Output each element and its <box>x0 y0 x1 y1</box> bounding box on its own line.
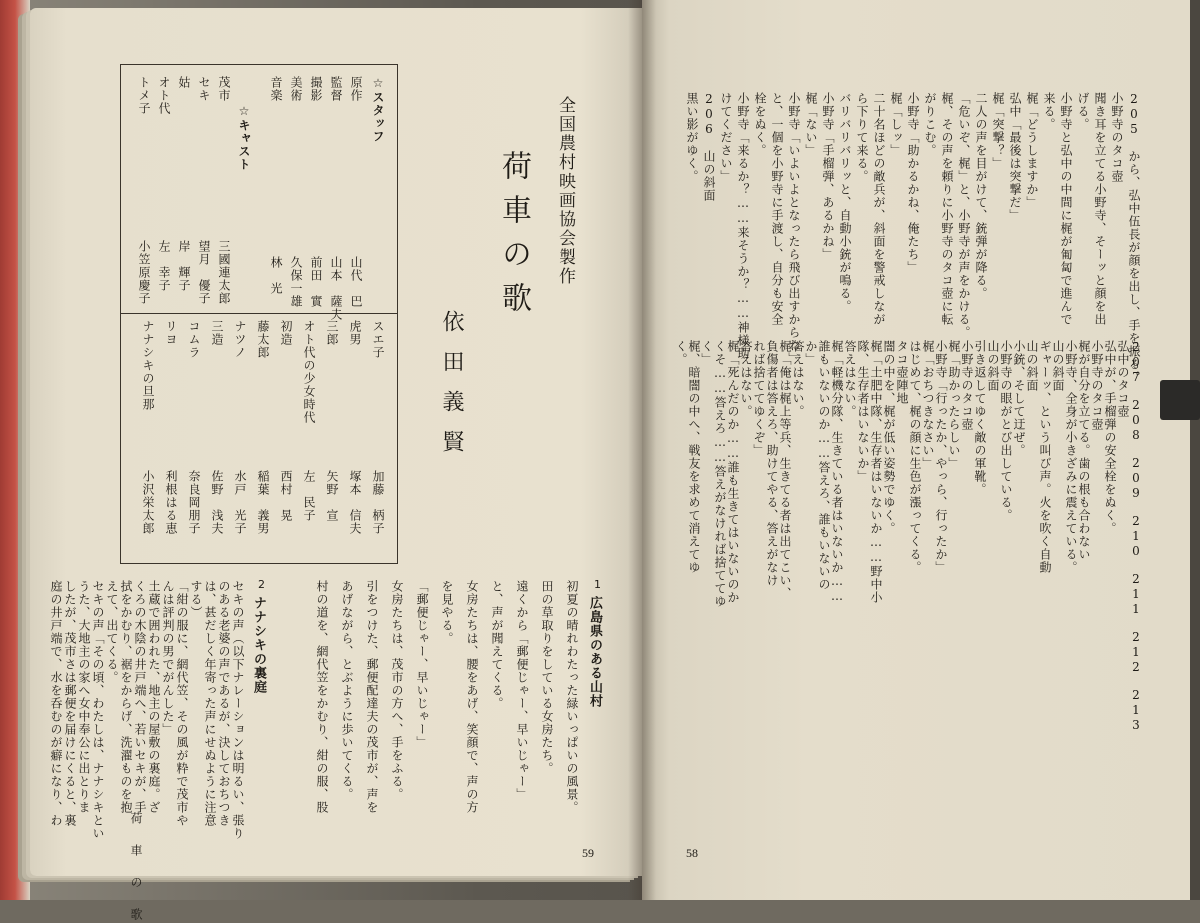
cast-name: 塚本 信夫 <box>348 470 362 535</box>
right-text-line: 弘中が、手榴弾の安全栓をぬく。 <box>1103 340 1117 535</box>
right-text-line: れば捨ててゆくぞ」 <box>752 340 766 457</box>
cast-heading: ☆キャスト <box>237 104 251 171</box>
right-text-line: 梶「しッ」 <box>889 92 903 157</box>
scene2-line: セキの声「その頃、わたしは、ナナシキとい <box>91 580 105 840</box>
right-text-line: か」 <box>804 340 818 366</box>
scene2-line: は、甚だしく年寄った声にせぬように注意 <box>203 580 217 827</box>
right-text-line: 山の斜面 <box>1051 340 1065 392</box>
scene1-line: を見やる。 <box>440 580 454 645</box>
right-text-line: 206 山の斜面 <box>702 92 716 202</box>
cast-name: 三國連太郎 <box>217 240 231 305</box>
cast-name: 岸 輝子 <box>177 240 191 292</box>
right-text-line: 弘中のタコ壺 <box>1116 340 1130 418</box>
right-text-line: 小野寺「助かるかね、俺たち」 <box>906 92 920 274</box>
cast-name: 西村 晃 <box>279 470 293 522</box>
red-book-edge <box>0 0 30 900</box>
scene1-line: 田の草取りをしている女房たち。 <box>540 580 554 775</box>
scene2-heading: ナナシキの裏庭 <box>251 596 266 694</box>
right-text-line: 小野寺、全身が小きざみに震えている。 <box>1064 340 1078 574</box>
cast-role: 三郎 <box>325 320 339 346</box>
cast-name: 利根はる恵 <box>164 470 178 535</box>
right-text-line: 闇の中を、梶が低い姿勢でゆく。 <box>882 340 896 535</box>
right-text-line: 梶「土肥中隊、生存者はいないか……野中小 <box>869 340 883 604</box>
scene1-heading: 広島県のある山村 <box>587 596 602 708</box>
right-text-line: はじめて、梶の顔に生色が漲ってくる。 <box>908 340 922 574</box>
scene1-line: 遠くから「郵便じゃー、早いじゃー」 <box>515 580 529 801</box>
right-text-line: 梶「ない」 <box>804 92 818 157</box>
scene1-line: 「郵便じゃー、早いじゃー」 <box>415 580 429 749</box>
right-text-line: げる。 <box>1076 92 1090 131</box>
right-text-line: タコ壺陣地 <box>895 340 909 405</box>
right-text-line: く」 <box>700 340 714 366</box>
credits-divider <box>121 313 397 314</box>
cast-role: 茂市 <box>217 76 231 102</box>
cast-role: 姑 <box>177 76 191 89</box>
right-text-line: 梶が自分を立てる。歯の根も合わない <box>1077 340 1091 561</box>
right-text-line: 誰もいないのか……答えろ、誰もいないの <box>817 340 831 591</box>
scene2-line: 土蔵で囲われた、地主の屋敷の裏庭。ざ <box>147 580 161 814</box>
staff-name: 山代 巴 <box>349 256 363 308</box>
binder-clip <box>1160 380 1200 420</box>
screenplay-author: 依田義賢 <box>439 310 464 470</box>
scene2-line: えて、出てくる。 <box>105 580 119 684</box>
scene2-line: くろの木陰の井戸端へ、若いセキが、手 <box>133 580 147 814</box>
right-text-line: 聞き耳を立てる小野寺、そーッと顔を出 <box>1093 92 1107 326</box>
scene1-line: 引をつけた、郵便配達夫の茂市が、声を <box>365 580 379 814</box>
right-text-line: 小野寺「いよいよとなったら飛び出すからね」 <box>787 92 801 365</box>
scene2-line: したが、茂市さは郵便を届けにくると、裏 <box>63 580 77 827</box>
staff-role: 音楽 <box>269 76 283 102</box>
right-text-line: 山の斜面 <box>986 340 1000 392</box>
right-text-line: 梶、暗闇の中へ、戦友を求めて消えてゆ <box>687 340 701 574</box>
staff-name: 前田 實 <box>309 256 323 308</box>
scene2-number: 2 <box>255 578 268 592</box>
scene2-line: する） <box>189 580 203 619</box>
cast-role: コムラ <box>187 320 201 359</box>
right-text-line: 小野寺「行ったか、やっら、行ったか」 <box>934 340 948 574</box>
right-text-line: 負傷者は答えろ、助けてやる、答えがなけ <box>765 340 779 587</box>
right-text-line: 山の斜面 <box>1025 340 1039 392</box>
right-text-line: く。 <box>674 340 688 366</box>
scene2-line: うた、大地主の家へ女中奉公に出とりま <box>77 580 91 814</box>
right-text-line: 小野寺「来るか？……来そうか？……神様助 <box>736 92 750 360</box>
right-text-line: 梶「軽機分隊、生きている者はいないか…… <box>830 340 844 604</box>
running-head: 荷 車 の 歌 <box>129 812 143 923</box>
scene1-number: 1 <box>591 578 604 592</box>
right-text-line: 梶、その声を頼りに小野寺のタコ壺に転 <box>940 92 954 326</box>
right-text-line: バリバリバリッと、自動小銃が鳴る。 <box>838 92 852 313</box>
book-gutter <box>628 0 656 900</box>
scene2-line: んは評判の男でがんした」 <box>161 580 175 736</box>
right-text-line: くそ……答えろ……答えがなければ捨ててゆ <box>713 340 727 608</box>
right-text-line: 梶「おちつきなさい」 <box>921 340 935 470</box>
cast-name: 加藤 柄子 <box>371 470 385 535</box>
right-text-line: と、一個を小野寺に手渡し、自分も安全 <box>770 92 784 326</box>
right-text-line: 黒い影がゆく。 <box>685 92 699 183</box>
producer-credit: 全国農村映画協会製作 <box>555 96 575 286</box>
cast-name: 奈良岡朋子 <box>187 470 201 535</box>
scene2-line: のある老婆の声であるが、決しておちつき <box>217 580 231 827</box>
scene2-line: 「紺の服に、網代笠、その風が粋で茂市や <box>175 580 189 827</box>
cast-name: 稲葉 義男 <box>256 470 270 535</box>
right-text-line: 答えはない。 <box>843 340 857 418</box>
scene2-line: 拭をかむり、裾をからげ、洗濯ものを抱 <box>119 580 133 814</box>
scene1-line: 女房たちは、茂市の方へ、手をふる。 <box>390 580 404 801</box>
scene1-line: と、声が聞えてくる。 <box>490 580 504 710</box>
scene1-line: 村の道を、網代笠をかむり、紺の服、股 <box>315 580 329 814</box>
right-text-line: 弘中「最後は突撃だ」 <box>1008 92 1022 222</box>
staff-name: 山本 薩夫 <box>329 256 343 321</box>
right-text-line: 引き返してゆく敵の軍靴。 <box>973 340 987 496</box>
right-text-line: 小野寺のタコ壺 <box>960 340 974 431</box>
right-text-line: 梶「どうしますか」 <box>1025 92 1039 209</box>
right-text-line: 「危いぞ、梶」と、小野寺が声をかける。 <box>957 92 971 339</box>
right-text-line: 梶「俺は梶上等兵、生きてる者は出てこい、 <box>778 340 792 600</box>
staff-role: 撮影 <box>309 76 323 102</box>
right-text-line: けてください」 <box>719 92 733 183</box>
cast-role: 初造 <box>279 320 293 346</box>
right-text-line: 小銃、そして迂ぜ。 <box>1012 340 1026 457</box>
cast-role: 三造 <box>210 320 224 346</box>
cast-role: スエ子 <box>371 320 385 359</box>
cast-role: セキ <box>197 76 211 102</box>
right-text-line: 205 から、弘中伍長が顔を出し、手を振る。 <box>1127 92 1141 384</box>
cast-name: 左 幸子 <box>157 240 171 292</box>
right-text-line: 小野寺のタコ壺 <box>1090 340 1104 431</box>
cast-role: 藤太郎 <box>256 320 270 359</box>
cast-role: ナナシキの旦那 <box>141 320 155 411</box>
cast-name: 左 民子 <box>302 470 316 522</box>
cast-name: 小沢栄太郎 <box>141 470 155 535</box>
cast-role: 虎男 <box>348 320 362 346</box>
cast-role: オト代 <box>157 76 171 115</box>
right-text-line: 二十名ほどの敵兵が、斜面を警戒しなが <box>872 92 886 326</box>
right-text-line: 小野寺と弘中の中間に梶が匍匐で進んで <box>1059 92 1073 326</box>
staff-heading: ☆スタッフ <box>371 76 385 143</box>
right-text-line: 答えはない。 <box>739 340 753 418</box>
right-text-line: がりこむ。 <box>923 92 937 157</box>
right-text-line: 梶「死んだのか……誰も生きてはいないのか <box>726 340 740 604</box>
scene2-line: 庭の井戸端で、水を呑むのが癖になり、わ <box>49 580 63 827</box>
cast-role: ナツノ <box>233 320 247 359</box>
staff-role: 原作 <box>349 76 363 102</box>
right-text-line: ら下りて来る。 <box>855 92 869 183</box>
scene1-line: 初夏の晴れわたった緑いっぱいの風景。 <box>565 580 579 814</box>
right-text-line: 二人の声を目がけて、銃弾が降る。 <box>974 92 988 300</box>
staff-name: 久保一雄 <box>289 256 303 308</box>
right-text-line: 小野寺のタコ壺 <box>1110 92 1124 183</box>
staff-role: 美術 <box>289 76 303 102</box>
screenplay-title: 荷車の歌 <box>496 150 531 326</box>
scene1-line: あげながら、とぶように歩いてくる。 <box>340 580 354 801</box>
right-text-line: 来る。 <box>1042 92 1056 131</box>
cast-role: トメ子 <box>137 76 151 115</box>
right-text-line: 栓をぬく。 <box>753 92 767 157</box>
cast-name: 水戸 光子 <box>233 470 247 535</box>
staff-name: 林 光 <box>269 256 283 295</box>
left-folio: 59 <box>582 846 594 860</box>
right-text-line: 隊、生存者はいないか」 <box>856 340 870 483</box>
right-text-line: ギャーッ、という叫び声。火を吹く自動 <box>1038 340 1052 574</box>
right-text-line: 梶「突撃？」 <box>991 92 1005 170</box>
cast-role: オト代の少女時代 <box>302 320 316 424</box>
cast-name: 矢野 宣 <box>325 470 339 522</box>
right-text-line: 207 208 209 210 211 212 213 <box>1129 340 1143 733</box>
cast-name: 小笠原慶子 <box>137 240 151 305</box>
cast-role: リヨ <box>164 320 178 346</box>
right-text-line: 小野寺の眼がとび出している。 <box>999 340 1013 522</box>
staff-role: 監督 <box>329 76 343 102</box>
right-text-line: 小野寺「手榴弾、あるかね」 <box>821 92 835 261</box>
right-text-line: 梶「助かったらしい」 <box>947 340 961 470</box>
scene2-line: セキの声（以下ナレーションは明るい、張り <box>231 580 245 840</box>
right-folio: 58 <box>686 846 698 860</box>
right-text-line: 答えはない。 <box>791 340 805 418</box>
scene1-line: 女房たちは、腰をあげ、笑顔で、声の方 <box>465 580 479 814</box>
cast-name: 佐野 浅夫 <box>210 470 224 535</box>
cast-name: 望月 優子 <box>197 240 211 305</box>
